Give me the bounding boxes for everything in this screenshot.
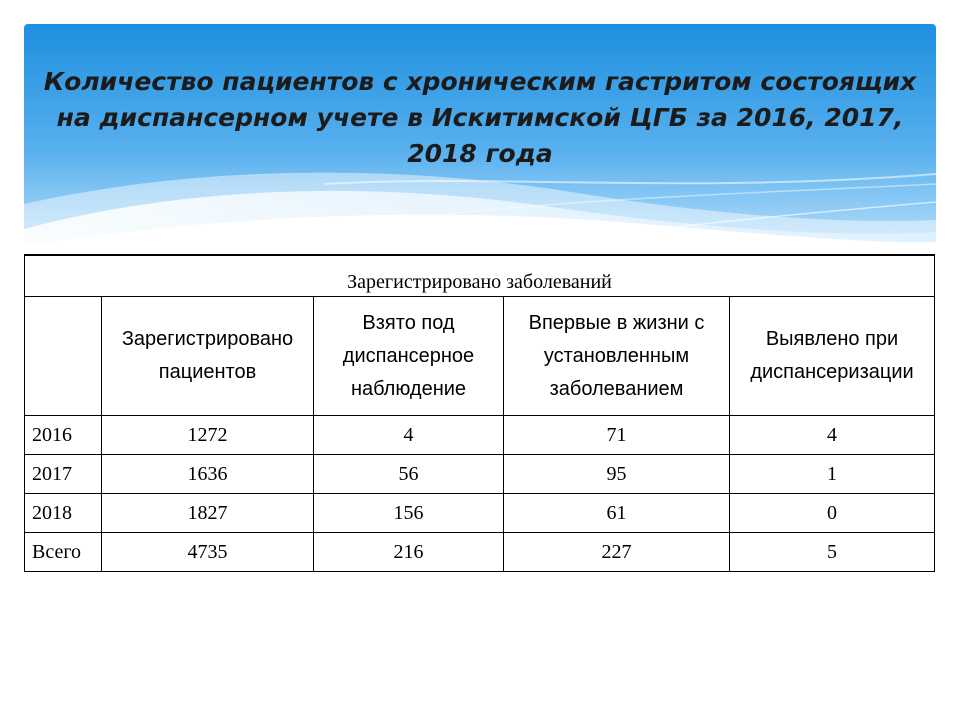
row-label: 2017 xyxy=(25,455,102,494)
table-row-total xyxy=(25,533,935,572)
column-header-registered: Зарегистрировано пациентов xyxy=(102,297,314,416)
table-cell: 1636 xyxy=(102,455,314,494)
table-cell: 61 xyxy=(504,494,730,533)
table-row xyxy=(25,494,935,533)
table-cell: 1827 xyxy=(102,494,314,533)
column-header-found-at-screening: Выявлено при диспансеризации xyxy=(730,297,935,416)
row-label: Всего xyxy=(25,533,102,572)
column-header-first-diagnosed: Впервые в жизни с установленным заболеванием xyxy=(504,297,730,416)
table-cell: 4 xyxy=(314,416,504,455)
row-label: 2016 xyxy=(25,416,102,455)
patients-table xyxy=(24,254,935,572)
table-cell: 1272 xyxy=(102,416,314,455)
table-cell: 216 xyxy=(314,533,504,572)
column-header-year xyxy=(25,297,102,416)
table-cell: 71 xyxy=(504,416,730,455)
table-cell: 227 xyxy=(504,533,730,572)
table-cell: 4735 xyxy=(102,533,314,572)
table-cell: 4 xyxy=(730,416,935,455)
table-cell: 156 xyxy=(314,494,504,533)
table-column-header-row xyxy=(25,297,935,416)
table-row xyxy=(25,455,935,494)
table-cell: 0 xyxy=(730,494,935,533)
row-label: 2018 xyxy=(25,494,102,533)
table-cell: 1 xyxy=(730,455,935,494)
table-cell: 95 xyxy=(504,455,730,494)
table-cell: 56 xyxy=(314,455,504,494)
table-group-header-row xyxy=(25,255,935,297)
column-header-taken-under-observation: Взято под диспансерное наблюдение xyxy=(314,297,504,416)
slide-title: Количество пациентов с хроническим гастритом состоящих на диспансерном учете в Искитимской ЦГБ за 2016, 2017, 2018 года xyxy=(43,67,917,168)
group-header-cell: Зарегистрировано заболеваний xyxy=(25,255,935,297)
table-cell: 5 xyxy=(730,533,935,572)
table-row xyxy=(25,416,935,455)
